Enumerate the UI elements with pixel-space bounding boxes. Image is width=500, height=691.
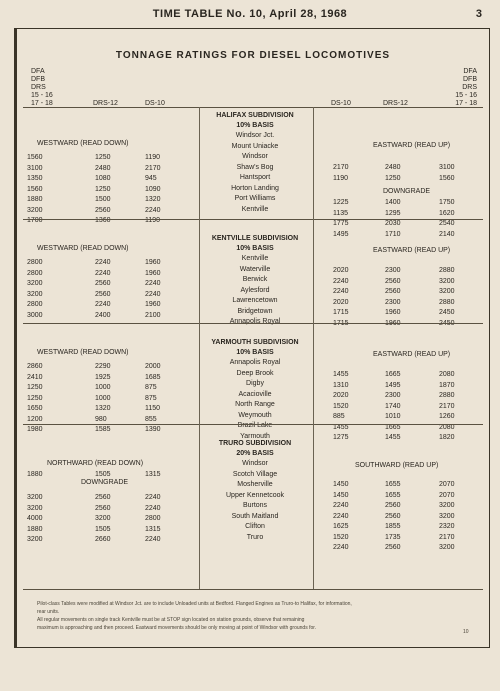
tonnage-row-left: 1650 [27,405,43,412]
basis-label: 10% BASIS [236,122,274,129]
section-divider [23,219,483,220]
tonnage-row-left: 2560 [95,290,111,298]
tonnage-row-right: 2880 [439,392,455,399]
tonnage-row-left: 1190 [145,154,161,161]
section-divider [23,589,483,590]
tonnage-row-right: 1735 [385,533,401,541]
footnote-line: All regular movements on single track Kentville must be at STOP sign located on station grounds, observe that remaining [37,617,305,623]
tonnage-row-left: 3200 [27,290,43,298]
tonnage-row-right: 1665 [385,371,401,378]
tonnage-row-right: 3100 [439,164,455,171]
tonnage-row-right: 1450 [333,491,349,499]
tonnage-row-right: 1665 [385,423,401,431]
tonnage-row-left: 1200 [27,415,43,423]
tonnage-row-right: 2450 [439,309,455,316]
station-name: Digby [246,380,264,387]
tonnage-row-right: 2560 [385,544,401,551]
tonnage-row-right: 1295 [385,209,401,217]
tonnage-row-right: 2240 [333,512,349,520]
class-label: 17 - 18 [455,100,477,107]
tonnage-row-left: 2560 [95,504,111,512]
tonnage-row-left: 2560 [95,280,111,287]
document-frame [14,28,490,648]
tonnage-row-left: 2660 [95,536,111,543]
tonnage-row-left: 1505 [95,471,111,478]
tonnage-row-right: 1400 [385,199,401,206]
tonnage-row-left: 4000 [27,515,43,522]
tonnage-row-left: 1925 [95,373,111,381]
document-title: TONNAGE RATINGS FOR DIESEL LOCOMOTIVES [115,50,391,61]
col-head-drs12: DRS-12 [383,100,408,107]
tonnage-row-left: 2800 [27,259,43,266]
station-name: Waterville [239,265,271,273]
tonnage-row-right: 1455 [333,423,349,431]
station-name: Burtons [242,502,268,509]
tonnage-row-right: 3200 [439,288,455,295]
tonnage-row-right: 2240 [333,277,349,285]
tonnage-row-right: 2170 [439,402,455,410]
tonnage-row-right: 2560 [385,502,401,509]
tonnage-row-right: 2020 [333,298,349,306]
tonnage-row-left: 875 [145,384,157,391]
tonnage-row-left: 1700 [27,217,43,224]
station-name: Brazil Lake [237,422,273,429]
tonnage-row-left: 3200 [95,515,111,522]
tonnage-row-left: 3100 [27,164,43,172]
tonnage-row-left: 1360 [95,217,111,224]
tonnage-row-right: 2080 [439,423,455,431]
column-divider [199,107,200,589]
tonnage-row-left: 1960 [145,269,161,277]
tonnage-row-left: 2560 [95,206,111,214]
direction-left: WESTWARD (READ DOWN) [37,140,129,147]
tonnage-row-left: 1150 [145,405,161,412]
tonnage-row-right: 2020 [333,392,349,399]
tonnage-row-left: 3200 [27,494,43,501]
tonnage-row-left: 2240 [145,280,161,287]
tonnage-row-right: 1520 [333,533,349,541]
tonnage-row-left: 2240 [95,269,111,277]
tonnage-row-left: 1250 [27,394,43,402]
tonnage-row-right: 1450 [333,481,349,488]
station-name: South Maitland [231,512,279,520]
tonnage-row-left: 1880 [27,471,43,478]
basis-label: 20% BASIS [236,450,274,457]
tonnage-row-left: 1090 [145,185,161,193]
station-name: Windsor [242,153,268,160]
tonnage-row-left: 2240 [95,259,111,266]
tonnage-row-left: 2560 [95,494,111,501]
downgrade-label: DOWNGRADE [81,479,129,486]
station-name: Kentville [241,205,269,213]
tonnage-row-left: 1315 [145,525,161,533]
station-name: Mosherville [237,481,273,488]
direction-left: NORTHWARD (READ DOWN) [47,460,144,467]
col-head-drs12: DRS-12 [93,100,118,107]
tonnage-row-left: 2860 [27,363,43,370]
tonnage-row-right: 1715 [333,319,349,327]
subdivision-name: HALIFAX SUBDIVISION [216,112,294,119]
header-title: TIME TABLE No. 10, April 28, 1968 [152,8,348,20]
tonnage-row-right: 1740 [385,402,401,410]
tonnage-row-left: 3000 [27,311,43,319]
page-header [0,8,500,24]
tonnage-row-right: 2240 [333,502,349,509]
tonnage-row-left: 1685 [145,373,161,381]
direction-right: EASTWARD (READ UP) [373,247,451,254]
basis-label: 10% BASIS [236,349,274,356]
tonnage-row-left: 2800 [145,515,161,522]
station-name: Deep Brook [236,369,274,377]
tonnage-row-right: 2560 [385,288,401,295]
tonnage-row-right: 1455 [385,434,401,441]
station-name: Bridgetown [237,307,273,315]
station-name: Upper Kennetcook [226,491,284,499]
class-label: DFB [31,76,45,83]
tonnage-row-left: 2400 [95,311,111,319]
corner-mark: 10 [463,629,469,635]
tonnage-row-right: 1775 [333,220,349,227]
class-label: 15 - 16 [31,92,53,99]
tonnage-row-left: 1500 [95,196,111,203]
footnote-line: maximum is approaching and then proceed. Eastward movements should be only moving at point of Windsor with grounds for. [37,625,317,631]
subdivision-name: KENTVILLE SUBDIVISION [211,235,299,242]
tonnage-row-right: 1655 [385,491,401,499]
tonnage-row-right: 2020 [333,267,349,274]
column-divider [313,107,314,589]
class-label: 15 - 16 [455,92,477,99]
station-name: Weymouth [238,411,272,419]
tonnage-row-left: 3200 [27,206,43,214]
tonnage-row-left: 2410 [27,373,43,381]
tonnage-row-left: 1320 [95,405,111,412]
class-label: DFA [31,68,45,75]
class-label: DFA [463,68,477,75]
tonnage-row-left: 1390 [145,426,161,433]
tonnage-row-left: 855 [145,415,157,423]
subdivision-name: YARMOUTH SUBDIVISION [211,339,299,346]
tonnage-row-right: 2240 [333,288,349,295]
tonnage-row-right: 2300 [385,267,401,274]
tonnage-row-right: 2560 [385,512,401,520]
tonnage-row-right: 2880 [439,298,455,306]
tonnage-row-right: 2540 [439,220,455,227]
station-name: Scotch Village [232,470,278,478]
basis-label: 10% BASIS [236,245,274,252]
tonnage-row-left: 3200 [27,504,43,512]
tonnage-row-left: 3200 [27,536,43,543]
tonnage-row-right: 1655 [385,481,401,488]
tonnage-row-right: 3200 [439,512,455,520]
tonnage-row-left: 1320 [145,196,161,203]
tonnage-row-right: 1520 [333,402,349,410]
station-name: Annapolis Royal [229,359,281,366]
tonnage-row-right: 1560 [439,175,455,182]
station-name: Clifton [245,523,265,530]
tonnage-row-right: 3200 [439,502,455,509]
tonnage-row-left: 1000 [95,384,111,391]
direction-right: EASTWARD (READ UP) [373,142,451,149]
tonnage-row-right: 1750 [439,199,455,206]
tonnage-row-left: 1585 [95,426,111,433]
tonnage-row-right: 3200 [439,544,455,551]
station-name: Berwick [242,276,268,283]
class-label: 17 - 18 [31,100,53,107]
station-name: Kentville [241,255,269,262]
station-name: Horton Landing [231,184,279,192]
tonnage-row-right: 1010 [385,413,401,420]
downgrade-label: DOWNGRADE [383,188,431,195]
tonnage-row-left: 3200 [27,280,43,287]
station-name: Annapolis Royal [229,318,281,325]
tonnage-row-right: 885 [333,413,345,420]
station-name: Aylesford [240,286,270,294]
tonnage-row-right: 1870 [439,381,455,389]
station-name: Windsor [242,460,268,467]
tonnage-row-right: 2560 [385,277,401,285]
direction-right: SOUTHWARD (READ UP) [355,462,439,469]
tonnage-row-right: 1190 [333,175,349,182]
station-name: Mount Uniacke [231,142,279,150]
station-name: Lawrencetown [232,297,278,304]
station-name: Shaw's Bog [236,163,274,171]
tonnage-row-left: 1880 [27,196,43,203]
section-divider [23,323,483,324]
tonnage-row-left: 1250 [95,185,111,193]
tonnage-row-right: 1135 [333,209,349,217]
tonnage-row-right: 1495 [333,230,349,238]
tonnage-row-right: 2170 [439,533,455,541]
direction-left: WESTWARD (READ DOWN) [37,349,129,356]
tonnage-row-left: 2480 [95,164,111,172]
tonnage-row-left: 1505 [95,525,111,533]
direction-right: EASTWARD (READ UP) [373,351,451,358]
class-label: DRS [462,84,477,91]
tonnage-row-right: 2480 [385,164,401,171]
subdivision-name: TRURO SUBDIVISION [218,440,292,447]
page-number: 3 [475,8,482,20]
tonnage-row-left: 2100 [145,311,161,319]
tonnage-row-left: 1250 [27,384,43,391]
tonnage-row-left: 945 [145,175,157,182]
tonnage-row-right: 2320 [439,523,455,530]
station-name: Hantsport [239,174,271,181]
tonnage-row-right: 2030 [385,220,401,227]
tonnage-row-right: 1455 [333,371,349,378]
tonnage-row-left: 2800 [27,269,43,277]
tonnage-row-left: 2240 [95,301,111,308]
tonnage-row-left: 1560 [27,154,43,161]
tonnage-row-left: 1350 [27,175,43,182]
tonnage-row-right: 1625 [333,523,349,530]
col-head-ds10: DS-10 [331,100,351,107]
tonnage-row-right: 2300 [385,392,401,399]
section-divider [23,107,483,108]
footnote-line: Pilot-class Tables were modified at Windsor Jct. are to include Unloaded units at Bedford. Flanged Engines as Truro-to Halifax, for information, [37,601,352,607]
tonnage-row-right: 2880 [439,267,455,274]
station-name: Windsor Jct. [235,132,275,139]
tonnage-row-left: 980 [95,415,107,423]
station-name: Truro [246,533,264,541]
tonnage-row-right: 3200 [439,277,455,285]
tonnage-row-left: 875 [145,394,157,402]
station-name: North Range [235,401,275,408]
direction-left: WESTWARD (READ DOWN) [37,245,129,252]
station-name: Acacioville [238,390,272,398]
tonnage-row-left: 1000 [95,394,111,402]
tonnage-row-left: 2170 [145,164,161,172]
tonnage-row-left: 1080 [95,175,111,182]
tonnage-row-right: 2300 [385,298,401,306]
tonnage-row-right: 1855 [385,523,401,530]
station-name: Yarmouth [240,432,270,440]
tonnage-row-right: 1620 [439,209,455,217]
tonnage-row-right: 1960 [385,309,401,316]
tonnage-row-left: 1250 [95,154,111,161]
section-divider [23,424,483,425]
tonnage-row-right: 1275 [333,434,349,441]
col-head-ds10: DS-10 [145,100,165,107]
tonnage-row-left: 1960 [145,259,161,266]
tonnage-row-left: 1880 [27,525,43,533]
tonnage-row-left: 2240 [145,536,161,543]
tonnage-row-right: 2450 [439,319,455,327]
tonnage-row-left: 2240 [145,494,161,501]
tonnage-row-left: 1560 [27,185,43,193]
tonnage-row-left: 2240 [145,290,161,298]
tonnage-row-right: 1495 [385,381,401,389]
tonnage-row-right: 2240 [333,544,349,551]
tonnage-row-right: 1715 [333,309,349,316]
tonnage-row-right: 1710 [385,230,401,238]
tonnage-row-left: 1315 [145,471,161,478]
class-label: DRS [31,84,46,91]
tonnage-row-left: 2290 [95,363,111,370]
tonnage-row-right: 2070 [439,481,455,488]
tonnage-row-right: 1820 [439,434,455,441]
station-name: Port Williams [234,195,276,202]
tonnage-row-left: 2000 [145,363,161,370]
tonnage-row-right: 2170 [333,164,349,171]
tonnage-row-right: 1960 [385,319,401,327]
tonnage-row-left: 2240 [145,206,161,214]
tonnage-row-left: 2800 [27,301,43,308]
tonnage-row-right: 2070 [439,491,455,499]
tonnage-row-left: 1980 [27,426,43,433]
class-label: DFB [463,76,477,83]
tonnage-row-right: 2080 [439,371,455,378]
tonnage-row-left: 2240 [145,504,161,512]
footnote-line: rear units. [37,609,60,615]
tonnage-row-right: 2140 [439,230,455,238]
tonnage-row-right: 1260 [439,413,455,420]
tonnage-row-right: 1310 [333,381,349,389]
tonnage-row-right: 1225 [333,199,349,206]
tonnage-row-left: 1960 [145,301,161,308]
tonnage-row-right: 1250 [385,175,401,182]
tonnage-row-left: 1190 [145,217,161,224]
